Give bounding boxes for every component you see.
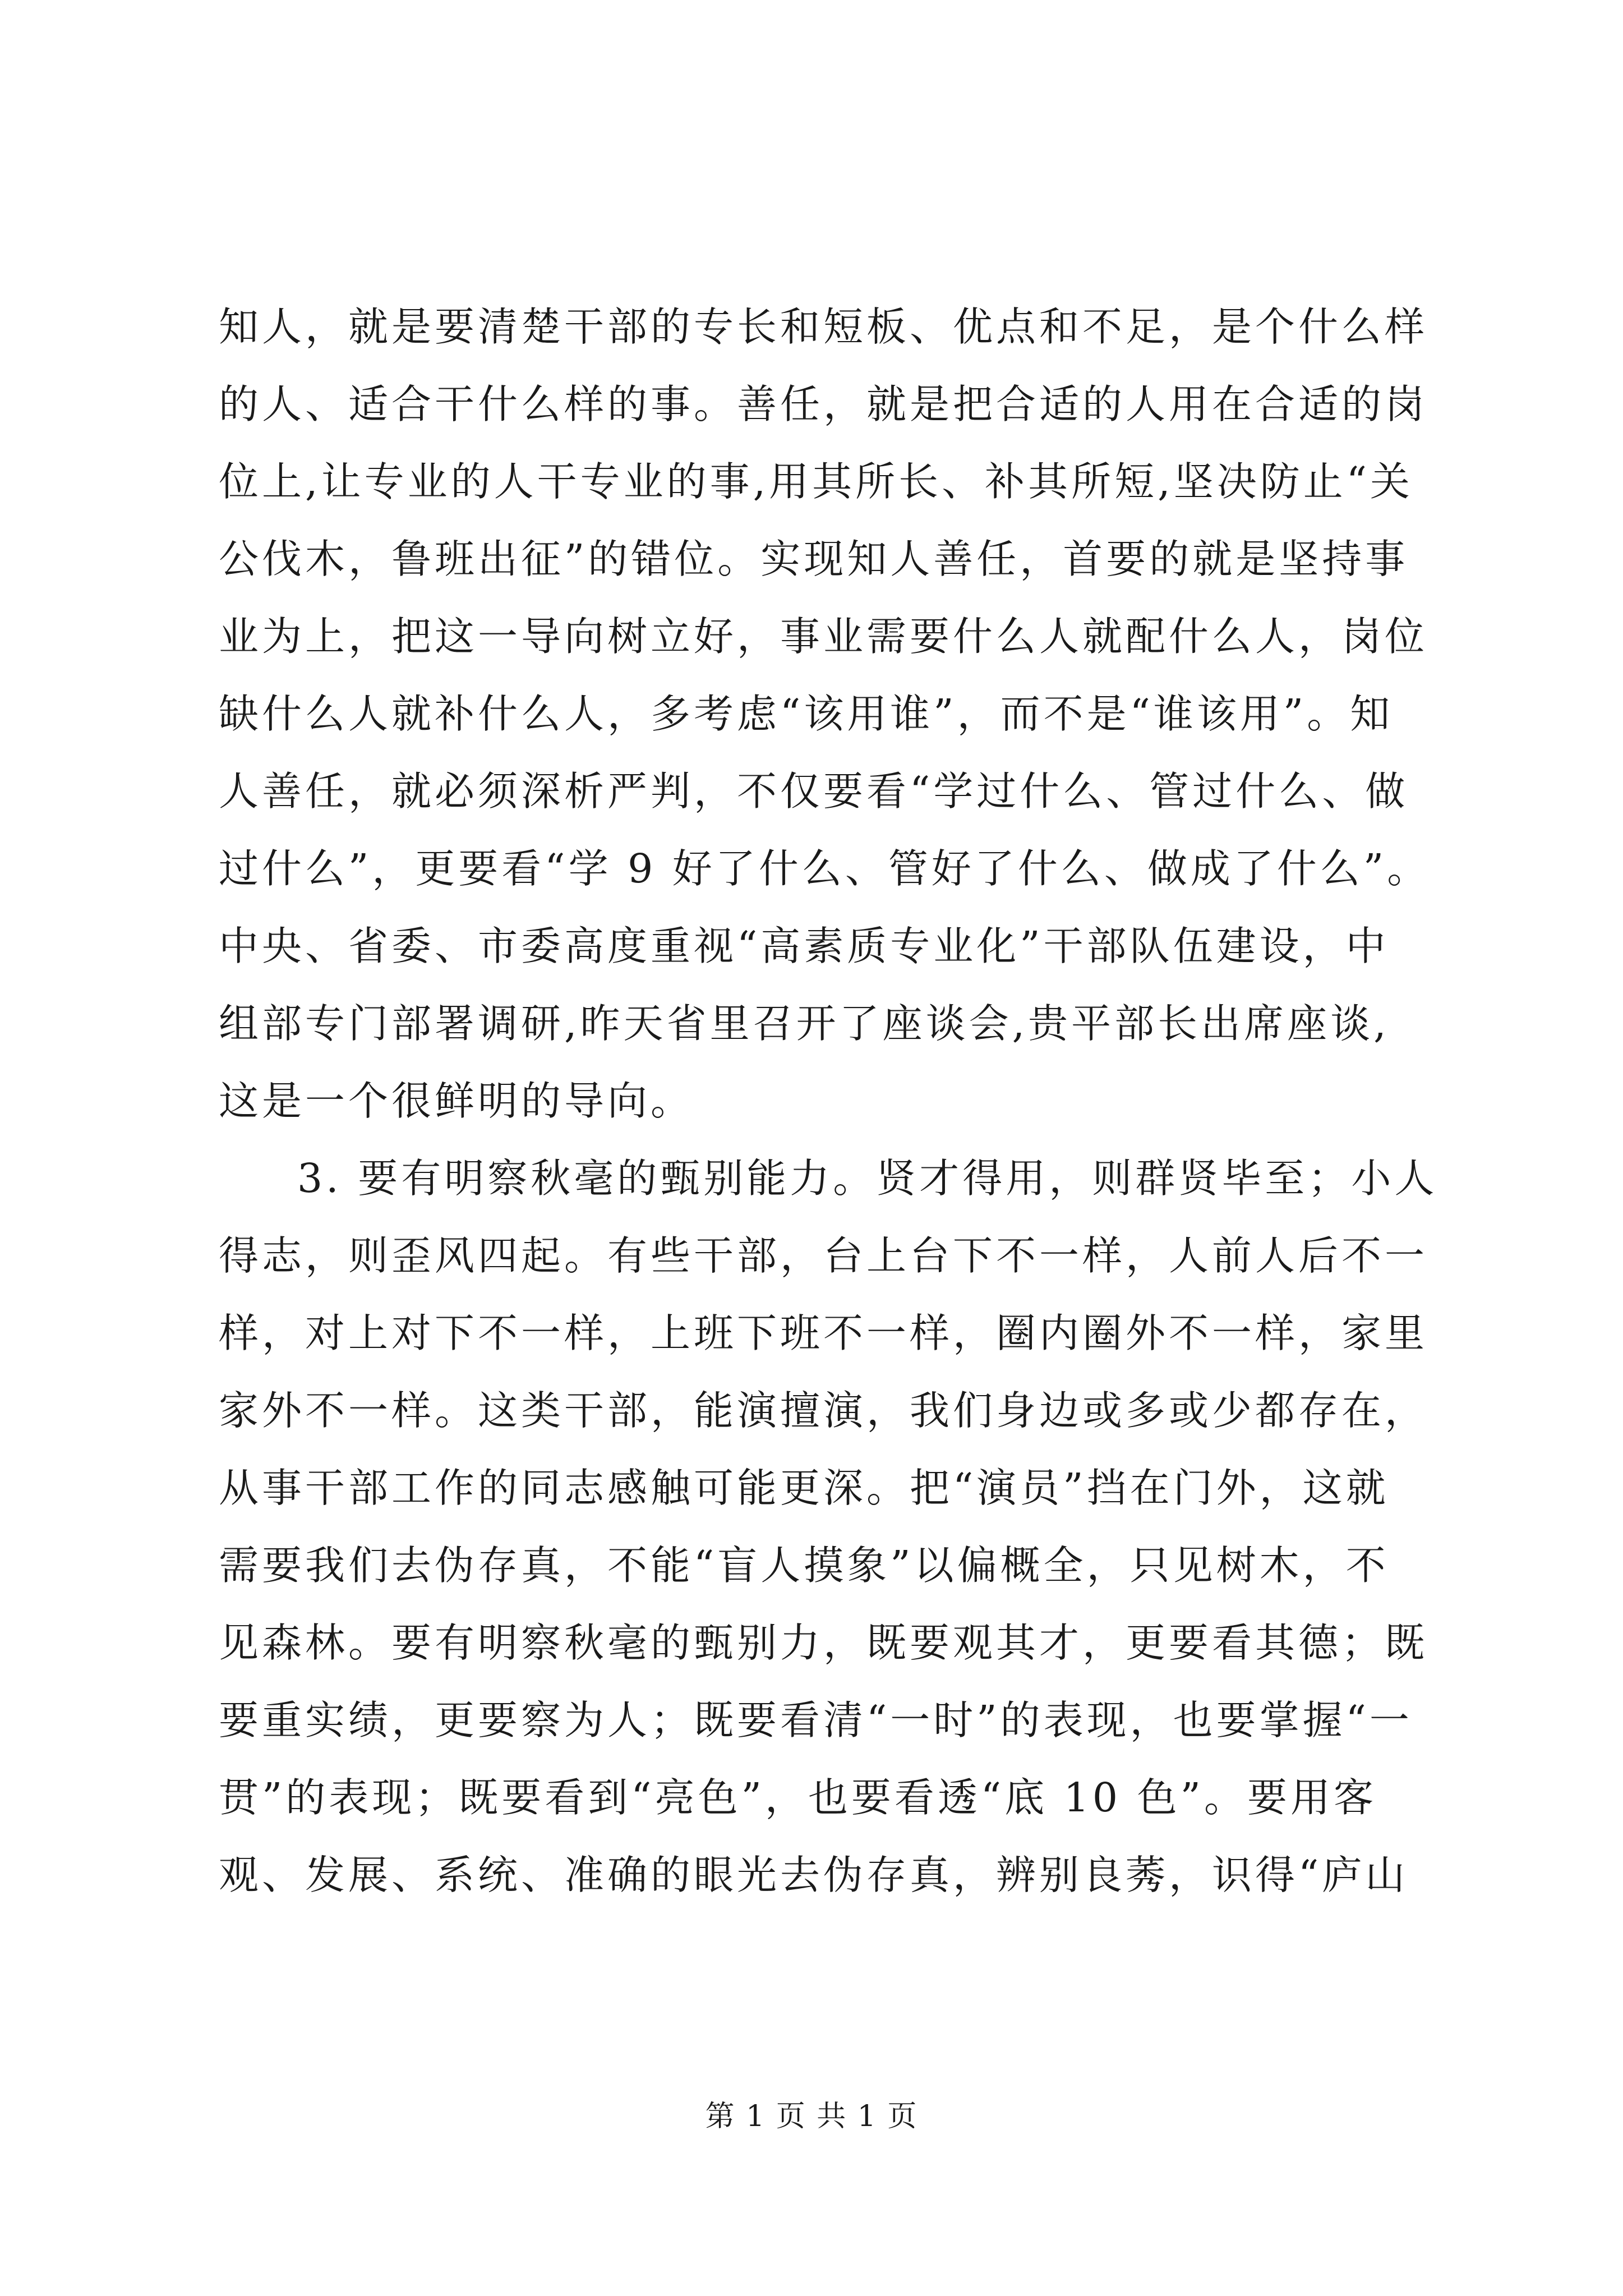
text-line-20: 贯”的表现；既要看到“亮色”，也要看透“底 10 色”。要用客 <box>219 1774 1377 1821</box>
text-line-15: 家外不一样。这类干部，能演擅演，我们身边或多或少都存在， <box>219 1387 1428 1434</box>
text-line-21: 观、发展、系统、准确的眼光去伪存真，辨别良莠，识得“庐山 <box>219 1852 1409 1898</box>
text-line-8: 过什么”，更要看“学 9 好了什么、管好了什么、做成了什么”。 <box>219 845 1431 892</box>
text-line-19: 要重实绩，更要察为人；既要看清“一时”的表现，也要掌握“一 <box>219 1697 1413 1743</box>
text-line-16: 从事干部工作的同志感触可能更深。把“演员”挡在门外，这就 <box>219 1465 1389 1511</box>
text-line-13: 得志，则歪风四起。有些干部，台上台下不一样，人前人后不一 <box>219 1232 1428 1279</box>
text-line-1: 知人，就是要清楚干部的专长和短板、优点和不足，是个什么样 <box>219 303 1428 350</box>
text-line-14: 样，对上对下不一样，上班下班不一样，圈内圈外不一样，家里 <box>219 1310 1428 1356</box>
text-line-7: 人善任，就必须深析严判，不仅要看“学过什么、管过什么、做 <box>219 768 1409 815</box>
text-line-9: 中央、省委、市委高度重视“高素质专业化”干部队伍建设，中 <box>219 923 1389 969</box>
text-line-18: 见森林。要有明察秋毫的甄别力，既要观其才，更要看其德；既 <box>219 1619 1428 1666</box>
text-line-10: 组部专门部署调研,昨天省里召开了座谈会,贵平部长出席座谈, <box>219 1000 1390 1047</box>
text-line-17: 需要我们去伪存真，不能“盲人摸象”以偏概全，只见树木，不 <box>219 1542 1389 1589</box>
text-line-2: 的人、适合干什么样的事。善任，就是把合适的人用在合适的岗 <box>219 381 1428 427</box>
text-line-5: 业为上，把这一导向树立好，事业需要什么人就配什么人，岗位 <box>219 613 1428 660</box>
text-line-6: 缺什么人就补什么人，多考虑“该用谁”，而不是“谁该用”。知 <box>219 691 1394 737</box>
text-line-4: 公伐木，鲁班出征”的错位。实现知人善任，首要的就是坚持事 <box>219 536 1409 582</box>
text-line-3: 位上,让专业的人干专业的事,用其所长、补其所短,坚决防止“关 <box>219 458 1414 505</box>
text-line-11: 这是一个很鲜明的导向。 <box>219 1078 694 1124</box>
page-footer: 第 1 页 共 1 页 <box>705 2100 918 2133</box>
text-line-12: 3. 要有明察秋毫的甄别能力。贤才得用，则群贤毕至；小人 <box>297 1155 1438 1202</box>
